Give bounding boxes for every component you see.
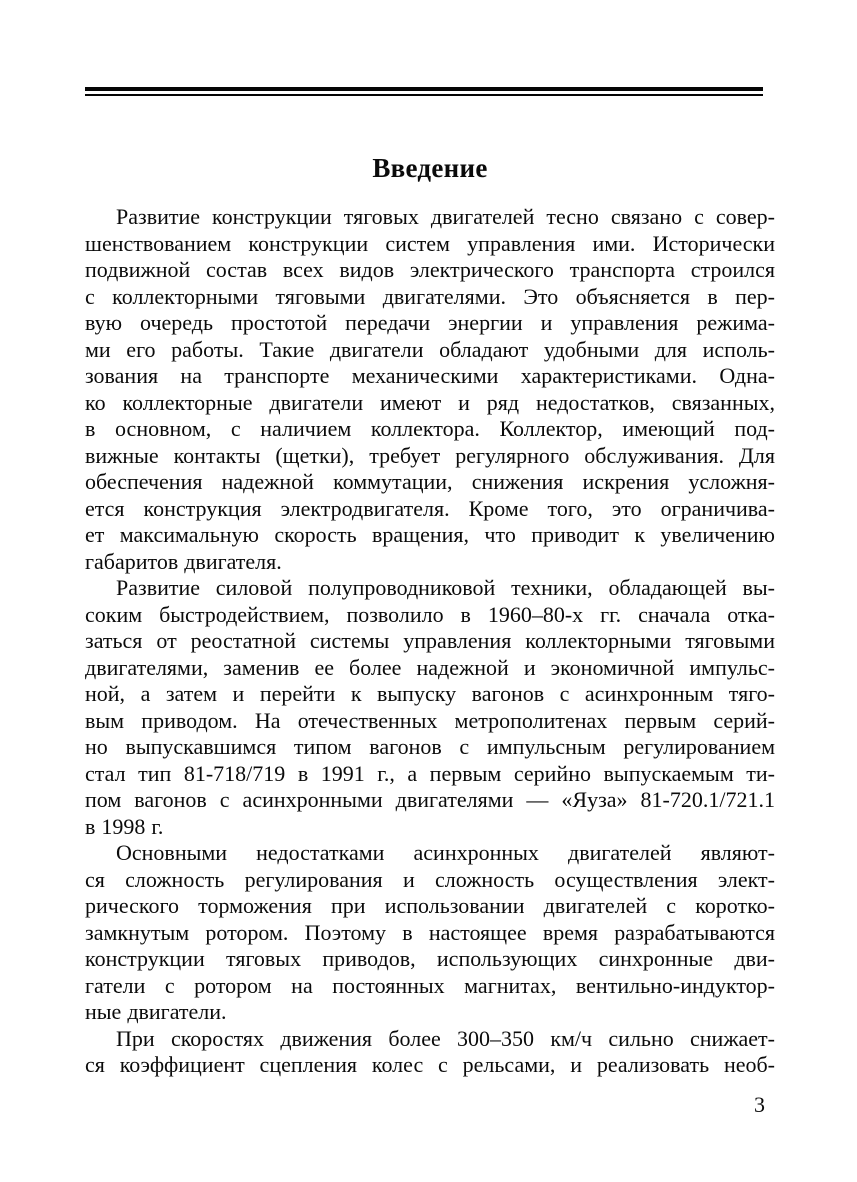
text-line: гатели с ротором на постоянных магнитах, вентильно-индуктор- <box>85 972 775 998</box>
text-line: конструкции тяговых приводов, использующих синхронные дви- <box>85 946 775 971</box>
text-line: обеспечения надежной коммутации, снижения искрения усложня- <box>85 469 775 494</box>
text-line: шенствованием конструкции систем управления ими. Исторически <box>85 230 775 256</box>
text-line: пом вагонов с асинхронными двигателями — «Яуза» 81-720.1/721.1 <box>85 787 775 812</box>
page-title: Введение <box>372 153 488 183</box>
text-line: вым приводом. На отечественных метрополитенах первым серий- <box>85 707 775 733</box>
text-line: но выпускавшимся типом вагонов с импульсным регулированием <box>85 734 775 759</box>
text-line: ной, а затем и перейти к выпуску вагонов с асинхронным тяго- <box>85 681 775 706</box>
text-line: зования на транспорте механическими характеристиками. Одна- <box>85 363 775 388</box>
text-line: соким быстродействием, позволило в 1960–80-х гг. сначала отка- <box>85 601 775 627</box>
text-line: подвижной состав всех видов электрического транспорта строился <box>85 257 775 282</box>
text-line: Основными недостатками асинхронных двигателей являют- <box>116 840 775 865</box>
text-line: Развитие силовой полупроводниковой техники, обладающей вы- <box>116 575 775 600</box>
paragraph <box>85 204 775 575</box>
text-line: ется конструкция электродвигателя. Кроме того, это ограничива- <box>85 495 775 521</box>
header-double-rule <box>85 87 763 96</box>
paragraph <box>85 1026 775 1079</box>
text-line: в 1998 г. <box>85 813 164 839</box>
paragraph <box>85 840 775 1026</box>
text-line: ко коллекторные двигатели имеют и ряд недостатков, связанных, <box>85 389 775 415</box>
text-line: ные двигатели. <box>85 999 227 1024</box>
text-line: вижные контакты (щетки), требует регулярного обслуживания. Для <box>85 442 775 468</box>
text-line: в основном, с наличием коллектора. Коллектор, имеющий под- <box>85 416 775 441</box>
text-line: заться от реостатной системы управления коллекторными тяговыми <box>85 628 775 653</box>
paragraph <box>85 575 775 840</box>
text-line: стал тип 81-718/719 в 1991 г., а первым серийно выпускаемым ти- <box>85 760 775 786</box>
text-line: с коллекторными тяговыми двигателями. Это объясняется в пер- <box>85 283 775 309</box>
text-line: габаритов двигателя. <box>85 548 282 574</box>
text-line: рического торможения при использовании двигателей с коротко- <box>85 893 775 918</box>
text-line: При скоростях движения более 300–350 км/ч сильно снижает- <box>116 1025 775 1051</box>
text-line: ет максимальную скорость вращения, что приводит к увеличению <box>85 522 775 547</box>
text-line: вую очередь простотой передачи энергии и управления режима- <box>85 310 775 335</box>
text-line: ми его работы. Такие двигатели обладают удобными для исполь- <box>85 336 775 362</box>
text-line: Развитие конструкции тяговых двигателей тесно связано с совер- <box>116 204 775 229</box>
text-line: ся коэффициент сцепления колес с рельсами, и реализовать необ- <box>85 1052 775 1077</box>
page-number: 3 <box>754 1092 765 1117</box>
text-line: замкнутым ротором. Поэтому в настоящее время разрабатываются <box>85 919 775 945</box>
text-line: двигателями, заменив ее более надежной и экономичной импульс- <box>85 654 775 680</box>
text-line: ся сложность регулирования и сложность осуществления элект- <box>85 866 775 892</box>
body-text <box>85 204 775 1079</box>
